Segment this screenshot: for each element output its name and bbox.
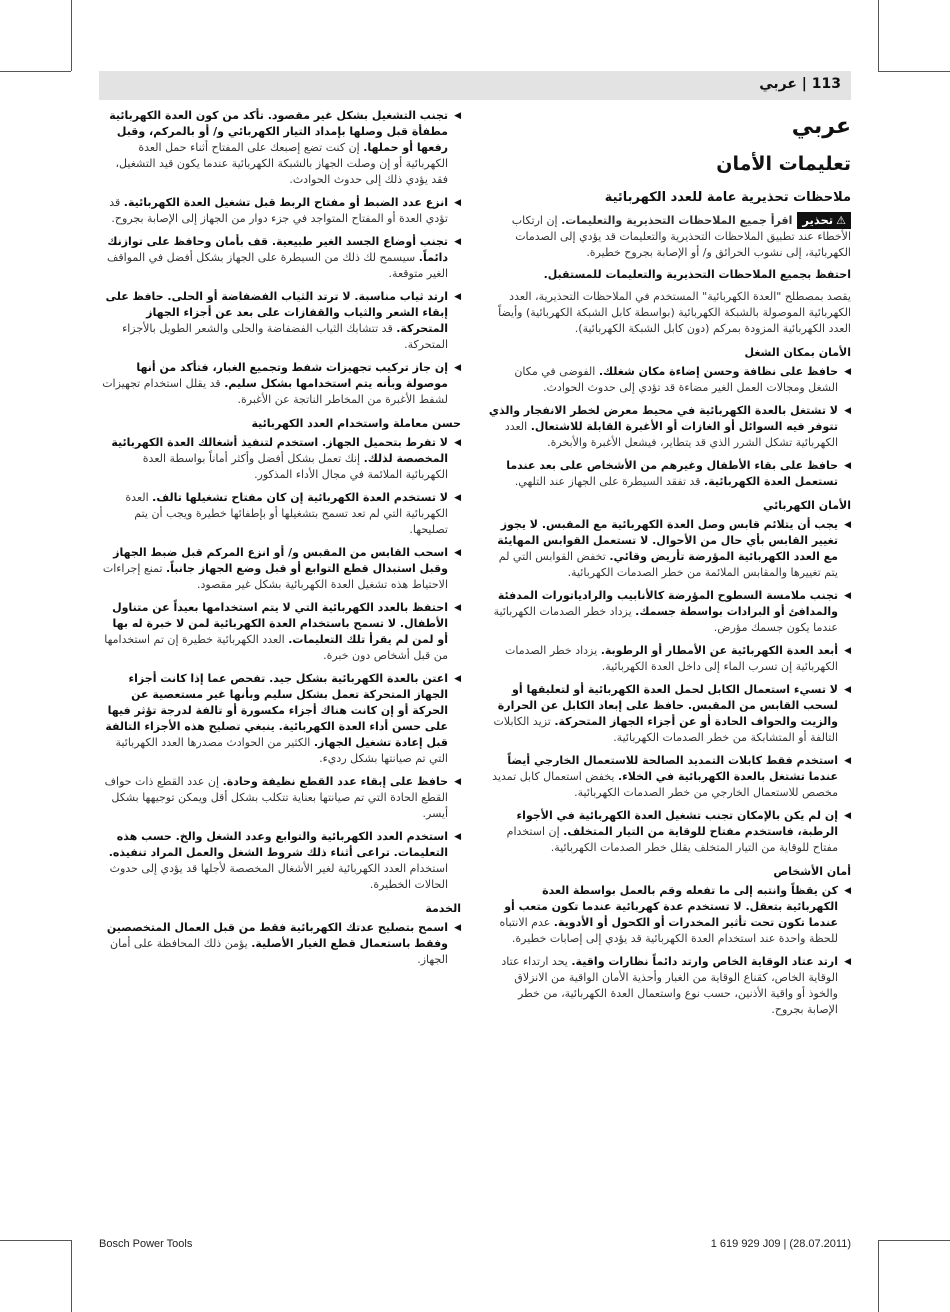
keep-instructions-note: احتفظ بجميع الملاحظات التحذيرية والتعليمات للمستقبل. xyxy=(543,268,851,281)
list-item xyxy=(488,588,851,636)
bullet-icon: ◀ xyxy=(844,406,851,416)
bullet-icon: ◀ xyxy=(844,957,851,967)
crop-mark xyxy=(0,1240,71,1241)
crop-mark xyxy=(878,71,950,72)
list-item xyxy=(99,195,461,227)
bullet-icon: ◀ xyxy=(454,111,461,121)
item-bold: تجنب التشغيل بشكل غير مقصود. تأكد من كون العدة الكهربائية مطفأة قبل وصلها بإمداد التيار الكهربائي و/ أو بالمركم، وقبل رفعها أو حملها. xyxy=(109,109,448,154)
bullet-icon: ◀ xyxy=(844,811,851,821)
item-text: قد تتشابك الثياب الفضفاضة والحلى والشعر الطويل بالأجزاء المتحركة. xyxy=(122,322,448,351)
bullet-icon: ◀ xyxy=(844,646,851,656)
list-item xyxy=(99,920,461,968)
list-item xyxy=(99,234,461,282)
item-bold: تجنب أوضاع الجسد الغير طبيعية. قف بأمان وحافظ على توازنك دائماً. xyxy=(107,235,448,264)
list-item xyxy=(488,883,851,947)
warning-bold: اقرأ جميع الملاحظات التحذيرية والتعليمات. xyxy=(561,214,793,227)
bullet-icon: ◀ xyxy=(454,438,461,448)
item-bold: استخدم العدد الكهربائية والتوابع وعدد الشغل والخ. حسب هذه التعليمات. تراعى أثناء ذلك شروط الشغل والعمل المراد تنفيذه. xyxy=(108,830,448,859)
warning-badge xyxy=(797,212,851,229)
item-text: العدد الكهربائية تشكل الشرر الذي قد يتطاير، فيشعل الأغبرة والأبخرة. xyxy=(504,420,838,449)
tool-use-heading: حسن معاملة واستخدام العدد الكهربائية xyxy=(251,417,461,430)
bullet-icon: ◀ xyxy=(844,756,851,766)
item-bold: لا تشتغل بالعدة الكهربائية في محيط معرض لخطر الانفجار والذي تتوفر فيه السوائل أو الغازات أو الأغبرة القابلة للاشتعال. xyxy=(488,404,838,433)
crop-mark xyxy=(71,1240,72,1312)
item-text: يزداد خطر الصدمات الكهربائية إن تسرب الماء إلى داخل العدة الكهربائية. xyxy=(505,644,838,673)
item-text: قد تؤدي العدة أو المفتاح المتواجد في جزء دوار من الجهاز إلى الإصابة بجروح. xyxy=(109,196,448,225)
item-bold: إن لم يكن بالإمكان تجنب تشغيل العدة الكهربائية في الأجواء الرطبة، فاستخدم مفتاح للوقاية من التيار المتخلف. xyxy=(516,809,838,838)
item-bold: حافظ على إبقاء عدد القطع نظيفة وحادة. xyxy=(222,775,448,788)
item-bold: لا تفرط بتحميل الجهاز. استخدم لتنفيذ أشغالك العدة الكهربائية المخصصة لذلك. xyxy=(111,436,448,465)
service-heading: الخدمة xyxy=(425,902,461,915)
page-header xyxy=(99,71,851,100)
item-text: الفوضى في مكان الشغل ومجالات العمل الغير مضاءة قد تؤدي إلى حدوث الحوادث. xyxy=(514,365,838,394)
item-bold: لا تستخدم العدة الكهربائية إن كان مفتاح تشغيلها تالف. xyxy=(152,491,448,504)
item-text: تزيد الكابلات التالفة أو المتشابكة من خطر الصدمات الكهربائية. xyxy=(493,715,838,744)
definition-paragraph: يقصد بمصطلح "العدة الكهربائية" المستخدم في الملاحظات التحذيرية، العدد الكهربائية الموصولة بالشبكة الكهربائية (بواسطة كابل الشبكة الكهربائية) وأيضاً العدد الكهربائية المزودة بمركم (دون كابل الشبكة الكهربائية). xyxy=(498,290,851,335)
warning-label: تحذير xyxy=(802,213,834,227)
warning-triangle-icon: ⚠ xyxy=(836,214,846,227)
item-text: يحد ارتداء عتاد الوقاية الخاص، كقناع الوقاية من الغبار وأحذية الأمان الواقية من الانزلاق والخوذ أو واقية الأذنين، حسب نوع واستعمال العدة الكهربائية، من خطر الإصابة بجروح. xyxy=(501,955,838,1016)
bullet-icon: ◀ xyxy=(844,367,851,377)
list-item xyxy=(99,671,461,767)
item-text: إن عدد القطع ذات حواف القطع الحادة التي تم صيانتها بعناية تتكلب بشكل أقل ويمكن توجيهها بشكل أيسر. xyxy=(104,775,448,820)
bullet-icon: ◀ xyxy=(844,461,851,471)
list-item xyxy=(99,289,461,353)
bullet-icon: ◀ xyxy=(454,363,461,373)
list-item xyxy=(488,364,851,396)
warning-block xyxy=(488,212,851,261)
list-item xyxy=(488,808,851,856)
item-text: إن كنت تضع إصبعك على المفتاح أثناء حمل العدة الكهربائية أو إن وصلت الجهاز بالشبكة الكهربائية عندما يكون قيد التشغيل، فقد يؤدي ذلك إلى حدوث الحوادث. xyxy=(115,141,448,186)
left-column xyxy=(99,108,461,975)
item-text: يخفض استعمال كابل تمديد مخصص للاستعمال الخارجي من خطر الصدمات الكهربائية. xyxy=(492,770,838,799)
workplace-heading: الأمان بمكان الشغل xyxy=(744,346,851,359)
crop-mark xyxy=(878,0,879,71)
bullet-icon: ◀ xyxy=(844,685,851,695)
item-text: سيسمح لك ذلك من السيطرة على الجهاز بشكل أفضل في المواقف الغير متوقعة. xyxy=(107,251,448,280)
footer-brand: Bosch Power Tools xyxy=(99,1238,193,1250)
footer-doc-number: 1 619 929 J09 | (28.07.2011) xyxy=(710,1238,851,1250)
item-bold: اسحب القابس من المقبس و/ أو انزع المركم قبل ضبط الجهاز وقبل استبدال قطع التوابع أو قبل وضع الجهاز جانباً. xyxy=(113,546,448,575)
electrical-heading: الأمان الكهربائي xyxy=(762,499,851,512)
item-text: إنك تعمل بشكل أفضل وأكثر أماناً بواسطة العدة الكهربائية الملائمة في مجال الأداء المذكور. xyxy=(142,452,448,481)
item-text: يؤمن ذلك المحافظة على أمان الجهاز. xyxy=(110,937,448,966)
list-item xyxy=(488,954,851,1018)
item-bold: استخدم فقط كابلات التمديد الصالحة للاستعمال الخارجي أيضاً عندما تشتغل بالعدة الكهربائية في الخلاء. xyxy=(507,754,838,783)
list-item xyxy=(488,517,851,581)
list-item xyxy=(99,108,461,188)
list-item xyxy=(488,458,851,490)
item-bold: حافظ على بقاء الأطفال وغيرهم من الأشخاص على بعد عندما تستعمل العدة الكهربائية. xyxy=(506,459,838,488)
list-item xyxy=(99,360,461,408)
bullet-icon: ◀ xyxy=(454,777,461,787)
item-text: يزداد خطر الصدمات الكهربائية عندما يكون جسمك مؤرض. xyxy=(493,605,838,634)
page-number-label: 113 | عربي xyxy=(759,76,841,92)
bullet-icon: ◀ xyxy=(454,923,461,933)
general-warnings-heading: ملاحظات تحذيرية عامة للعدد الكهربائية xyxy=(604,190,851,205)
crop-mark xyxy=(0,71,71,72)
bullet-icon: ◀ xyxy=(454,603,461,613)
list-item xyxy=(488,403,851,451)
section-title: تعليمات الأمان xyxy=(716,153,851,175)
bullet-icon: ◀ xyxy=(454,237,461,247)
crop-mark xyxy=(71,0,72,71)
warning-text: إن ارتكاب الأخطاء عند تطبيق الملاحظات التحذيرية والتعليمات قد يؤدي إلى الصدمات الكهربائية، إلى نشوب الحرائق و/ أو الإصابة بجروح خطيرة. xyxy=(511,214,851,259)
list-item xyxy=(99,545,461,593)
item-bold: ارتد عتاد الوقاية الخاص وارتد دائماً نظارات واقية. xyxy=(571,955,838,968)
language-title: عربي xyxy=(791,114,851,139)
list-item xyxy=(488,753,851,801)
item-bold: إن جاز تركيب تجهيزات شفط وتجميع الغبار، فتأكد من أنها موصولة وبأنه يتم استخدامها بشكل سليم. xyxy=(136,361,448,390)
bullet-icon: ◀ xyxy=(454,674,461,684)
right-column xyxy=(488,108,851,1025)
list-item xyxy=(488,682,851,746)
item-text: العدد الكهربائية خطيرة إن تم استخدامها من قبل أشخاص دون خبرة. xyxy=(104,633,448,662)
personal-safety-heading: أمان الأشخاص xyxy=(773,865,851,878)
list-item xyxy=(99,829,461,893)
item-bold: كن يقظاً وانتبه إلى ما تفعله وقم بالعمل بواسطة العدة الكهربائية بتعقل. لا تستخدم عدة كهربائية عندما تكون متعب أو عندما تكون تحت تأثير المخدرات أو الكحول أو الأدوية. xyxy=(504,884,838,929)
bullet-icon: ◀ xyxy=(454,832,461,842)
item-text: قد يقلل استخدام تجهيزات لشفط الأغبرة من المخاطر الناتجة عن الأغبرة. xyxy=(102,377,448,406)
list-item xyxy=(99,774,461,822)
bullet-icon: ◀ xyxy=(844,520,851,530)
item-text: استخدام العدد الكهربائية لغير الأشغال المخصصة لأجلها قد يؤدي إلى حدوث الحالات الخطيرة. xyxy=(109,862,448,891)
crop-mark xyxy=(878,1240,950,1241)
item-bold: انزع عدد الضبط أو مفتاح الربط قبل تشغيل العدة الكهربائية. xyxy=(123,196,448,209)
bullet-icon: ◀ xyxy=(454,548,461,558)
item-bold: يجب أن يتلائم قابس وصل العدة الكهربائية مع المقبس. لا يجوز تغيير القابس بأي حال من الأحوال. لا تستعمل القوابس المهايئة مع العدد الكهربائية المؤرضة تأريض وقائي. xyxy=(497,518,838,563)
list-item xyxy=(99,490,461,538)
item-bold: حافظ على نظافة وحسن إضاءة مكان شغلك. xyxy=(598,365,838,378)
item-text: عدم الانتباه للحظة واحدة عند استخدام العدة الكهربائية قد يؤدي إلى إصابات خطيرة. xyxy=(499,916,838,945)
item-bold: احتفظ بالعدد الكهربائية التي لا يتم استخدامها بعيداً عن متناول الأطفال. لا تسمح باستخدام العدة الكهربائية لمن لا خبرة له بها أو لمن لم يقرأ تلك التعليمات. xyxy=(112,601,448,646)
item-text: قد تفقد السيطرة على الجهاز عند التلهي. xyxy=(514,475,705,488)
item-bold: اسمح بتصليح عدتك الكهربائية فقط من قبل العمال المتخصصين وفقط باستعمال قطع الغيار الأصلية. xyxy=(106,921,448,950)
item-bold: أبعد العدة الكهربائية عن الأمطار أو الرطوبة. xyxy=(600,644,838,657)
list-item xyxy=(488,643,851,675)
item-text: إن استخدام مفتاح للوقاية من التيار المتخلف يقلل خطر الصدمات الكهربائية. xyxy=(506,825,838,854)
item-bold: ارتد ثياب مناسبة. لا ترتد الثياب الفضفاضة أو الحلى. حافظ على إبقاء الشعر والثياب والقفازات على بعد عن أجزاء الجهاز المتحركة. xyxy=(105,290,448,335)
item-bold: تجنب ملامسة السطوح المؤرضة كالأنابيب والرادياتورات المدفئة والمدافئ أو البرادات بواسطة جسمك. xyxy=(497,589,838,618)
bullet-icon: ◀ xyxy=(454,198,461,208)
bullet-icon: ◀ xyxy=(844,886,851,896)
bullet-icon: ◀ xyxy=(844,591,851,601)
item-text: تمنع إجراءات الاحتياط هذه تشغيل العدة الكهربائية بشكل غير مقصود. xyxy=(102,562,448,591)
item-bold: لا تسيء استعمال الكابل لحمل العدة الكهربائية أو لتعليقها أو لسحب القابس من المقبس. حافظ على إبعاد الكابل عن الحرارة والزيت والحواف الحادة أو عن أجزاء الجهاز المتحركة. xyxy=(497,683,838,728)
bullet-icon: ◀ xyxy=(454,292,461,302)
list-item xyxy=(99,435,461,483)
crop-mark xyxy=(878,1240,879,1312)
bullet-icon: ◀ xyxy=(454,493,461,503)
list-item xyxy=(99,600,461,664)
item-bold: اعتن بالعدة الكهربائية بشكل جيد. تفحص عما إذا كانت أجزاء الجهاز المتحركة تعمل بشكل سليم وبأنها غير مستعصية عن الحركة أو إن كانت هناك أجزاء مكسورة أو تالفة لدرجة تؤثر فيها على حسن أداء العدة الكهربائية. ينبغي تصليح هذه الأجزاء التالفة قبل إعادة تشغيل الجهاز. xyxy=(105,672,448,749)
item-text: تخفض القوابس التي لم يتم تغييرها والمقابس الملائمة من خطر الصدمات الكهربائية. xyxy=(498,550,838,579)
item-text: الكثير من الحوادث مصدرها العدد الكهربائية التي تم صيانتها بشكل رديء. xyxy=(115,736,448,765)
item-text: العدة الكهربائية التي لم تعد تسمح بتشغيلها أو بإطفائها خطيرة ويجب أن يتم تصليحها. xyxy=(125,491,448,536)
